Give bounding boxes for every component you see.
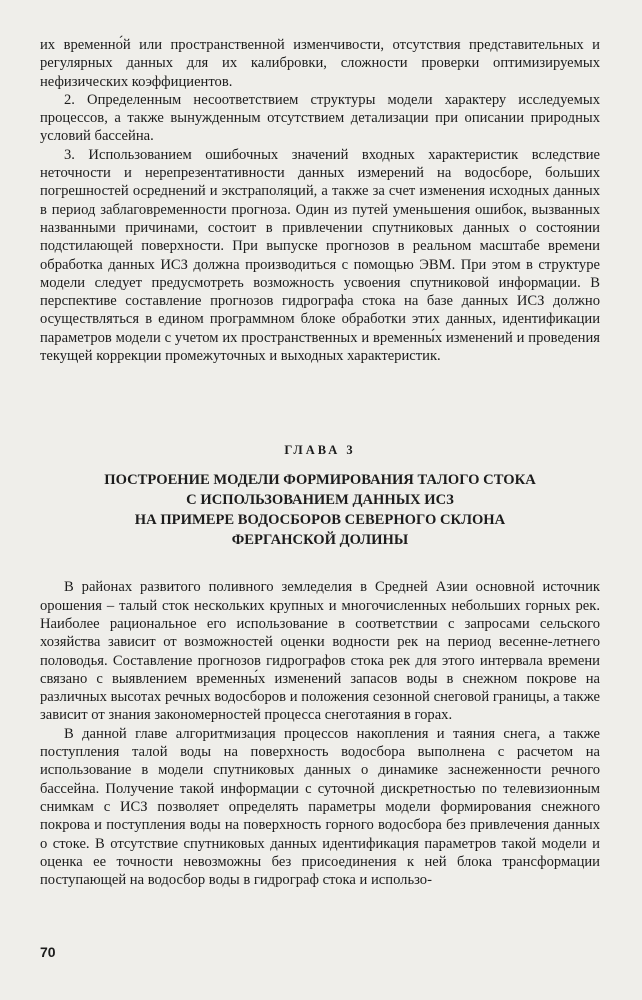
paragraph-item-3: 3. Использованием ошибочных значений входных характеристик вследствие неточности и нерепрезентативности данных измерений на водосборе, больших погрешностей осреднений и экстраполяций, а также за счет изменения исходных данных в период заблаговременности прогноза. Один из путей уменьшения ошибок, вызванных названными причинами, состоит в привлечении спутниковых данных о состоянии подстилающей поверхности. При выпуске прогнозов в реальном масштабе времени обработка данных ИСЗ должна производиться с помощью ЭВМ. При этом в структуре модели следует предусмотреть возможность усвоения спутниковой информации. В перспективе составление прогнозов гидрографа стока на базе данных ИСЗ должно осуществляться в едином программном блоке обработки этих данных, идентификации параметров модели с учетом их пространственных и временны́х изменений и проведения текущей коррекции промежуточных и выходных характеристик. [40,146,600,365]
chapter-label: ГЛАВА 3 [284,443,356,458]
paragraph-continuation: их временно́й или пространственной изменчивости, отсутствия представительных и регулярных данных для их калибровки, сложности проверки оптимизируемых нефизических коэффициентов. [40,37,600,90]
page-number: 70 [40,944,56,960]
page-content [40,36,600,889]
paragraph-intro: В районах развитого поливного земледелия в Средней Азии основной источник орошения – талый сток нескольких крупных и многочисленных небольших горных рек. Наиболее рациональное его использование в соответствии с запросами сельского хозяйства зависит от возможностей оценки водности рек на период весенне-летнего половодья. Составление прогнозов гидрографов стока рек для этого интервала времени связано с выявлением временны́х изменений запасов воды в снежном покрове на различных высотах речных водосборов и положения сезонной снеговой границы, а также зависит от знания закономерностей процесса снеготаяния в горах. [40,579,600,724]
paragraph-chapter-scope: В данной главе алгоритмизация процессов накопления и таяния снега, а также поступления талой воды на поверхность водосбора выполнена с расчетом на использование в модели спутниковых данных о динамике заснеженности речного бассейна. Получение такой информации с суточной дискретностью по телевизионным снимкам с ИСЗ позволяет определять параметры модели формирования снежного покрова и поступления воды на поверхность горного водосбора без привлечения данных о стоке. В отсутствие спутниковых данных идентификация параметров такой модели и оценка ее точности невозможны без присоединения к ней блока трансформации поступающей на водосбор воды в гидрограф стока и использо- [40,725,600,889]
chapter-title-line: НА ПРИМЕРЕ ВОДОСБОРОВ СЕВЕРНОГО СКЛОНА [134,512,506,529]
chapter-title [40,470,600,550]
paragraph-item-2: 2. Определенным несоответствием структуры модели характеру исследуемых процессов, а также вынужденным отсутствием детализации при описании природных условий бассейна. [40,91,600,145]
chapter-title-line: С ИСПОЛЬЗОВАНИЕМ ДАННЫХ ИСЗ [186,492,454,509]
chapter-title-line: ПОСТРОЕНИЕ МОДЕЛИ ФОРМИРОВАНИЯ ТАЛОГО СТОКА [104,472,536,489]
chapter-title-line: ФЕРГАНСКОЙ ДОЛИНЫ [231,532,409,549]
